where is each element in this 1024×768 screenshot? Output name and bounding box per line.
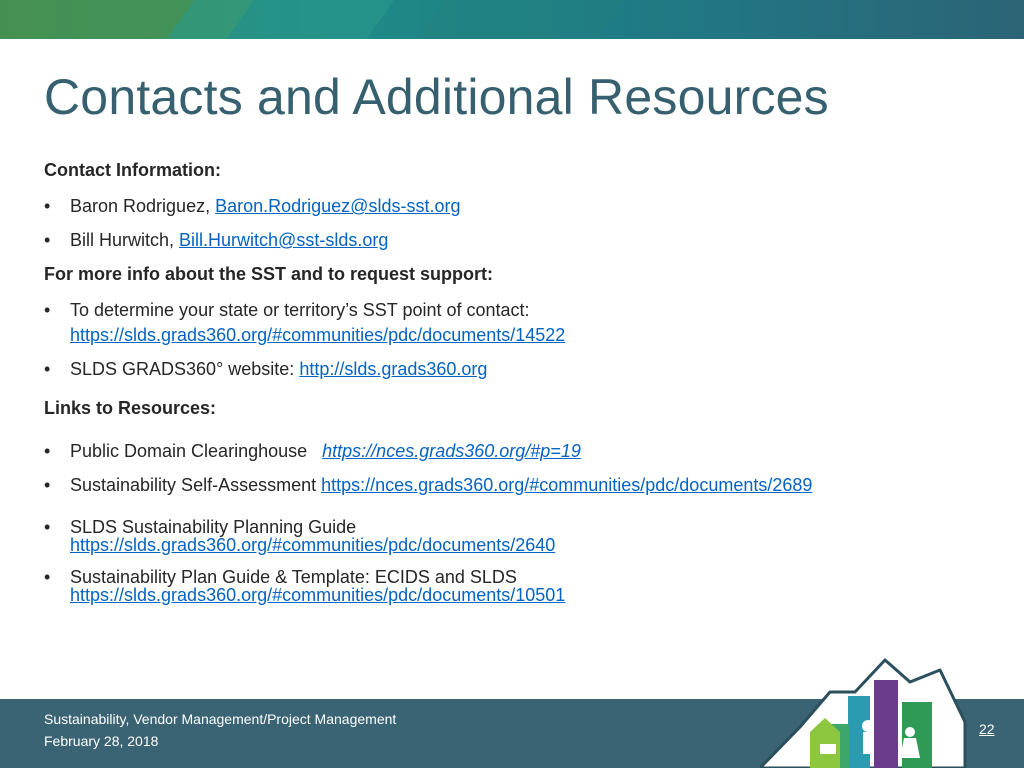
bullet-icon: • — [44, 359, 51, 379]
banner-decoration — [388, 0, 652, 39]
top-banner — [0, 0, 1024, 39]
resource-link[interactable]: https://slds.grads360.org/#communities/pdc/documents/2640 — [70, 535, 556, 555]
resource-link[interactable]: https://slds.grads360.org/#communities/pdc/documents/14522 — [70, 325, 566, 345]
bullet-icon: • — [44, 475, 51, 495]
website-link[interactable]: http://slds.grads360.org — [299, 359, 488, 379]
bullet-icon: • — [44, 517, 51, 537]
moreinfo-heading: For more info about the SST and to request support: — [44, 264, 493, 284]
bullet-icon: • — [44, 300, 51, 320]
footer-presentation-title: Sustainability, Vendor Management/Project Management — [44, 711, 397, 727]
footer-date: February 28, 2018 — [44, 733, 159, 749]
list-item-text: SLDS Sustainability Planning Guide — [70, 517, 357, 537]
list-item-text: Sustainability Self-Assessment — [70, 475, 322, 495]
list-item-text: Public Domain Clearinghouse — [70, 441, 313, 461]
bullet-icon: • — [44, 196, 51, 216]
resource-link[interactable]: https://nces.grads360.org/#p=19 — [322, 441, 581, 461]
resources-heading: Links to Resources: — [44, 398, 217, 418]
list-item-text: Sustainability Plan Guide & Template: ECIDS and SLDS — [70, 567, 517, 587]
list-item-text: SLDS GRADS360° website: — [70, 359, 300, 379]
page-title: Contacts and Additional Resources — [44, 69, 829, 125]
contact-heading: Contact Information: — [44, 160, 221, 180]
contact-name: Baron Rodriguez, — [70, 196, 216, 216]
resource-link[interactable]: https://nces.grads360.org/#communities/pdc/documents/2689 — [321, 475, 813, 495]
slds-logo-illustration — [760, 652, 980, 768]
contact-name: Bill Hurwitch, — [70, 230, 180, 250]
resource-link[interactable]: https://slds.grads360.org/#communities/pdc/documents/10501 — [70, 585, 566, 605]
email-link[interactable]: Bill.Hurwitch@sst-slds.org — [179, 230, 389, 250]
bullet-icon: • — [44, 567, 51, 587]
bullet-icon: • — [44, 441, 51, 461]
bullet-icon: • — [44, 230, 51, 250]
list-item-text: To determine your state or territory’s SST point of contact: — [70, 300, 530, 320]
email-link[interactable]: Baron.Rodriguez@slds-sst.org — [215, 196, 461, 216]
page-number: 22 — [979, 721, 995, 737]
